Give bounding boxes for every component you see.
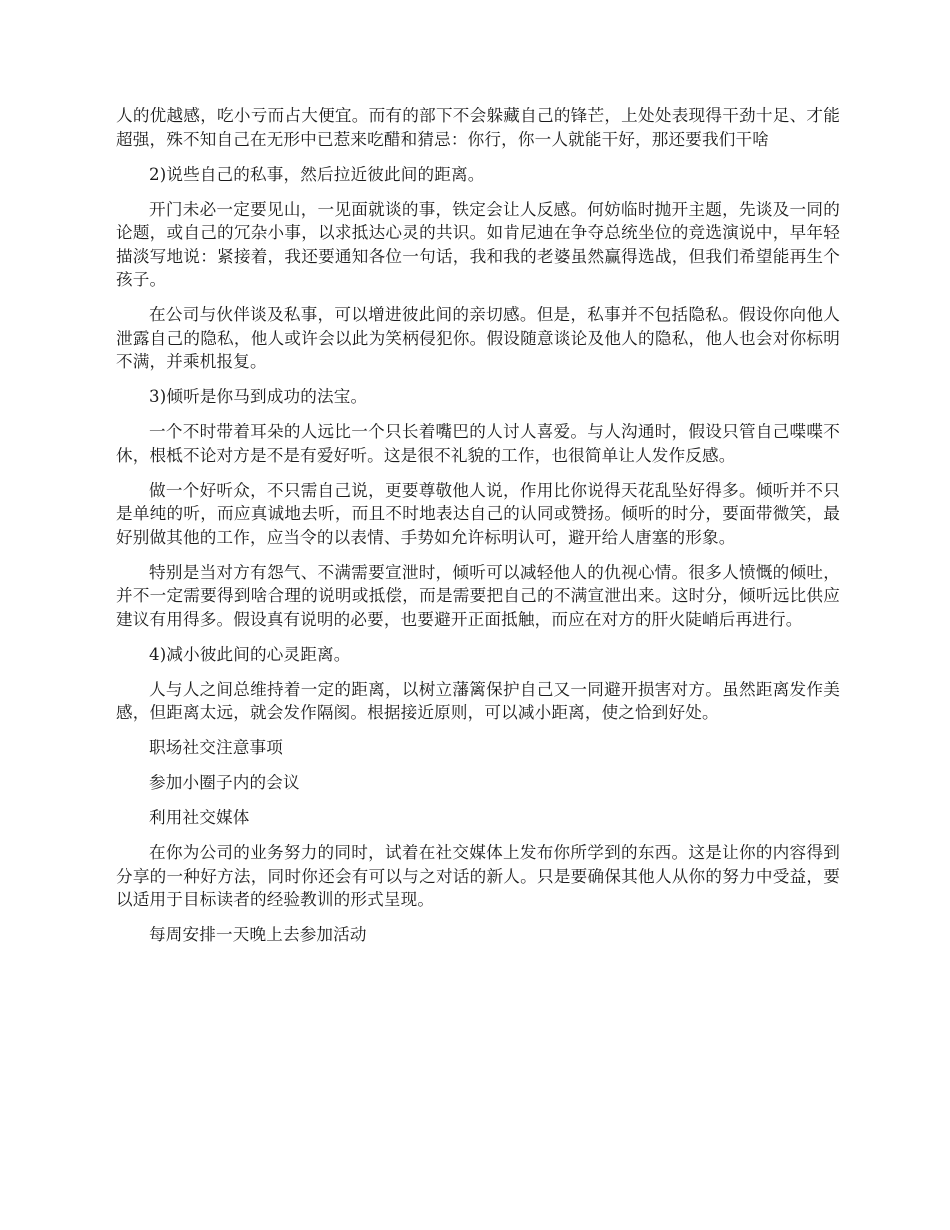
paragraph-1: 人的优越感，吃小亏而占大便宜。而有的部下不会躲藏自己的锋芒，上处处表现得干劲十足、才能超强，殊不知自己在无形中已惹来吃醋和猜忌：你行，你一人就能干好，那还要我们干啥: [116, 106, 840, 149]
item-weekly-evening-activity: 每周安排一天晚上去参加活动: [149, 925, 367, 944]
heading-point-2: 2)说些自己的私事，然后拉近彼此间的距离。: [149, 164, 485, 184]
paragraph-10: 人与人之间总维持着一定的距离，以树立藩篱保护自己又一同避开损害对方。虽然距离发作美感，但距离太远，就会发作隔阂。根据接近原则，可以减小距离，使之恰到好处。: [116, 679, 840, 722]
paragraph-7: 做一个好听众，不只需自己说，更要尊敬他人说，作用比你说得天花乱坠好得多。倾听并不只是单纯的听，而应真诚地去听，而且不时地表达自己的认同或赞扬。倾听的时分，要面带微笑，最好别做其他的工作，应当令的以表情、手势如允许标明认可，避开给人唐塞的形象。: [116, 480, 840, 547]
paragraph-4: 在公司与伙伴谈及私事，可以增进彼此间的亲切感。但是，私事并不包括隐私。假设你向他人泄露自己的隐私，他人或许会以此为笑柄侵犯你。假设随意谈论及他人的隐私，他人也会对你标明不满，并乘机报复。: [116, 305, 840, 371]
paragraph-3: 开门未必一定要见山，一见面就谈的事，铁定会让人反感。何妨临时抛开主题，先谈及一同的论题，或自己的冗杂小事，以求抵达心灵的共识。如肯尼迪在争夺总统坐位的竞选演说中，早年轻描淡写地说：紧接着，我还要通知各位一句话，我和我的老婆虽然赢得选战，但我们希望能再生个孩子。: [116, 199, 840, 289]
section-title-workplace-social-notes: 职场社交注意事项: [149, 738, 283, 757]
document-body: [116, 104, 840, 958]
paragraph-14: 在你为公司的业务努力的同时，试着在社交媒体上发布你所学到的东西。这是让你的内容得到分享的一种好方法，同时你还会有可以与之对话的新人。只是要确保其他人从你的努力中受益，要以适用于目标读者的经验教训的形式呈现。: [116, 843, 840, 909]
heading-point-3: 3)倾听是你马到成功的法宝。: [149, 387, 368, 406]
heading-point-4: 4)减小彼此间的心灵距离。: [149, 644, 351, 664]
paragraph-8: 特别是当对方有怨气、不满需要宣泄时，倾听可以减轻他人的仇视心情。很多人愤慨的倾吐，并不一定需要得到啥合理的说明或抵偿，而是需要把自己的不满宣泄出来。这时分，倾听远比供应建议有用得多。假设真有说明的必要，也要避开正面抵触，而应在对方的肝火陡峭后再进行。: [116, 562, 840, 629]
paragraph-6: 一个不时带着耳朵的人远比一个只长着嘴巴的人讨人喜爱。与人沟通时，假设只管自己喋喋不休，根柢不论对方是不是有爱好听。这是很不礼貌的工作，也很简单让人发作反感。: [116, 422, 840, 465]
item-use-social-media: 利用社交媒体: [149, 808, 250, 827]
item-join-small-circle-meetings: 参加小圈子内的会议: [149, 773, 300, 792]
